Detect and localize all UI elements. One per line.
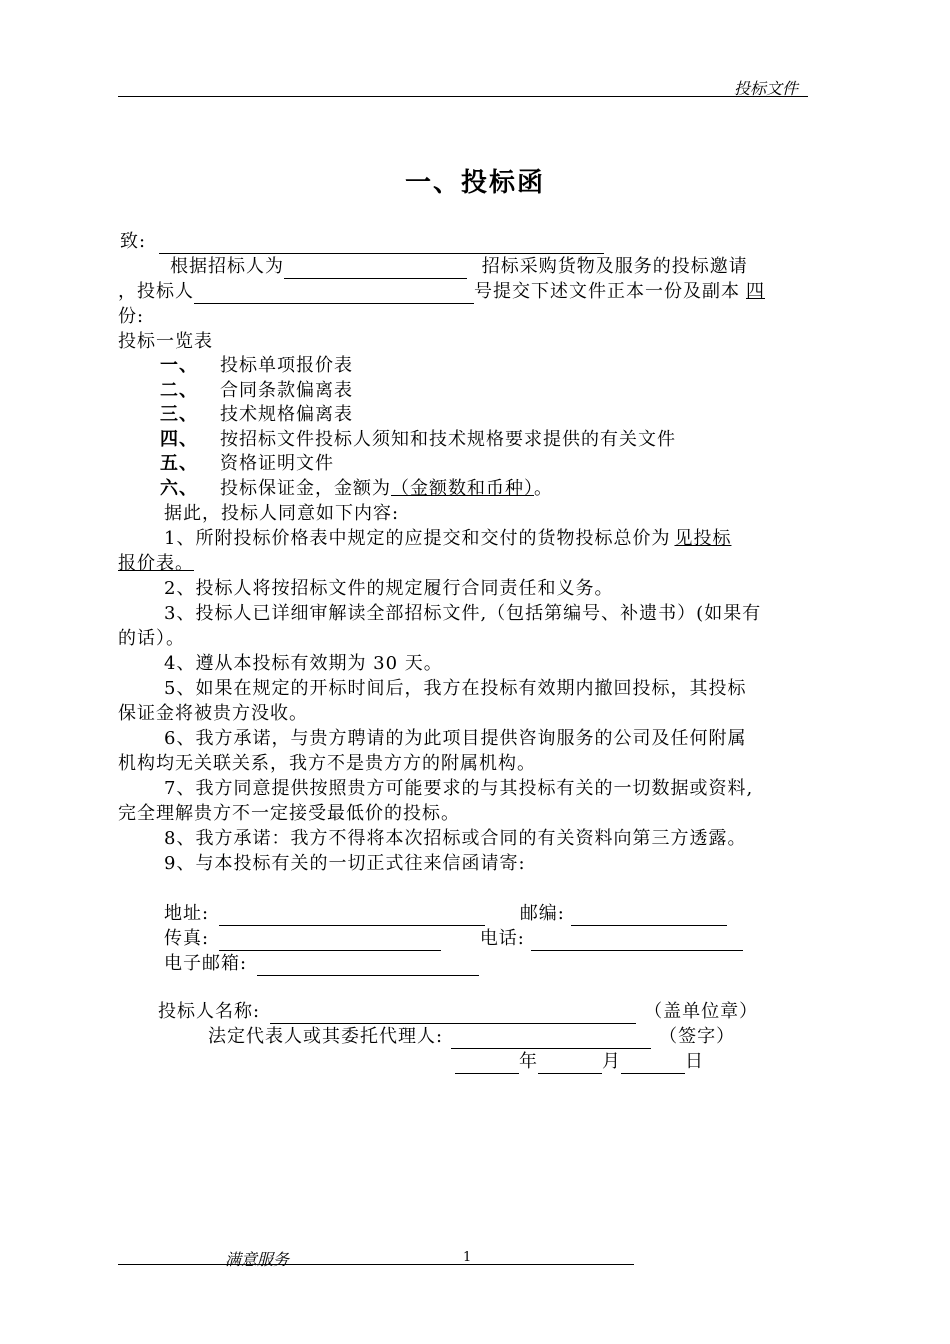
fax-row [164, 927, 743, 951]
phone-label: 电话: [479, 928, 525, 949]
bidder-name-row [158, 1000, 758, 1024]
item-4: 4、遵从本投标有效期为 30 天。 [164, 653, 443, 674]
para1-text-c: ，投标人 [118, 281, 194, 302]
postcode-blank [571, 905, 727, 926]
para1-line3: 份: [118, 306, 145, 327]
para1-text-d: 号提交下述文件正本一份及副本 [474, 281, 740, 302]
item-6-line1: 6、我方承诺，与贵方聘请的为此项目提供咨询服务的公司及任何附属 [164, 728, 747, 749]
item-9: 9、与本投标有关的一切正式往来信函请寄: [164, 853, 526, 874]
para1-text-a: 根据招标人为 [170, 256, 284, 277]
header-title: 投标文件 [734, 79, 799, 98]
fax-blank [219, 930, 441, 951]
postcode-label: 邮编: [519, 903, 565, 924]
list-num: 一、 [160, 355, 198, 376]
item-5-line2: 保证金将被贵方没收。 [118, 703, 308, 724]
header-rule [118, 96, 808, 97]
to-blank [159, 233, 604, 254]
list-text: 合同条款偏离表 [220, 380, 353, 401]
bidder-blank [194, 283, 474, 304]
rep-blank [451, 1028, 651, 1049]
page-title: 一、投标函 [404, 168, 545, 198]
para1-text-b: 招标采购货物及服务的投标邀请 [481, 256, 748, 277]
list-text: 投标保证金，金额为 [220, 478, 391, 499]
para1-line1 [170, 255, 748, 279]
sign-note: （签字） [659, 1026, 736, 1047]
email-row [164, 952, 479, 976]
item-1-line1 [164, 527, 731, 551]
phone-blank [531, 930, 743, 951]
item-3-line2: 的话）。 [118, 628, 185, 649]
agree-intro: 据此，投标人同意如下内容: [164, 503, 400, 524]
list-text: 投标单项报价表 [220, 355, 353, 376]
project-blank [284, 258, 467, 279]
year-label: 年 [519, 1051, 538, 1072]
deposit-amount: （金额数和币种） [391, 478, 534, 499]
item-1-value: 见投标 [674, 528, 732, 549]
item-7-line2: 完全理解贵方不一定接受最低价的投标。 [118, 803, 460, 824]
item-5-line1: 5、如果在规定的开标时间后，我方在投标有效期内撤回投标，其投标 [164, 678, 747, 699]
list-item [160, 379, 353, 403]
day-blank [621, 1053, 685, 1074]
month-label: 月 [602, 1051, 621, 1072]
month-blank [538, 1053, 602, 1074]
para1-line2 [118, 280, 765, 304]
item-1-text: 1、所附投标价格表中规定的应提交和交付的货物投标总价为 [164, 528, 671, 549]
item-6-line2: 机构均无关联关系，我方不是贵方方的附属机构。 [118, 753, 536, 774]
footer-rule [118, 1264, 634, 1265]
email-label: 电子邮箱: [164, 953, 248, 974]
rep-label: 法定代表人或其委托代理人: [208, 1026, 444, 1047]
to-line [120, 230, 604, 254]
rep-row [208, 1025, 735, 1049]
copies-count: 四 [746, 281, 765, 302]
email-blank [257, 955, 479, 976]
list-num: 四、 [160, 429, 198, 450]
list-item [160, 477, 553, 501]
date-row [455, 1050, 704, 1074]
day-label: 日 [685, 1051, 704, 1072]
footer-text: 满意服务 [225, 1250, 290, 1269]
item-7-line1: 7、我方同意提供按照贵方可能要求的与其投标有关的一切数据或资料, [164, 778, 754, 799]
list-num: 五、 [160, 453, 198, 474]
item-8: 8、我方承诺：我方不得将本次招标或合同的有关资料向第三方透露。 [164, 828, 747, 849]
address-label: 地址: [164, 903, 210, 924]
item-1-line2 [118, 552, 194, 576]
item-3-line1: 3、投标人已详细审解读全部招标文件,（包括第编号、补遗书）(如果有 [164, 603, 762, 624]
deposit-end: 。 [534, 478, 553, 499]
seal-note: （盖单位章） [644, 1001, 759, 1022]
list-num: 二、 [160, 380, 198, 401]
list-title: 投标一览表 [118, 331, 213, 352]
year-blank [455, 1053, 519, 1074]
to-label: 致: [120, 231, 147, 252]
list-num: 六、 [160, 478, 198, 499]
fax-label: 传真: [164, 928, 210, 949]
page-number: 1 [463, 1250, 472, 1265]
address-blank [219, 905, 485, 926]
bidder-name-label: 投标人名称: [158, 1001, 261, 1022]
address-row [164, 902, 727, 926]
list-text: 按招标文件投标人须知和技术规格要求提供的有关文件 [220, 429, 676, 450]
list-text: 资格证明文件 [220, 453, 334, 474]
list-item [160, 354, 353, 378]
list-text: 技术规格偏离表 [220, 404, 353, 425]
item-1-value-cont: 报价表。 [118, 553, 194, 574]
item-2: 2、投标人将按招标文件的规定履行合同责任和义务。 [164, 578, 614, 599]
list-item [160, 428, 676, 452]
bidder-name-blank [270, 1003, 636, 1024]
list-num: 三、 [160, 404, 198, 425]
list-item [160, 452, 334, 476]
list-item [160, 403, 353, 427]
